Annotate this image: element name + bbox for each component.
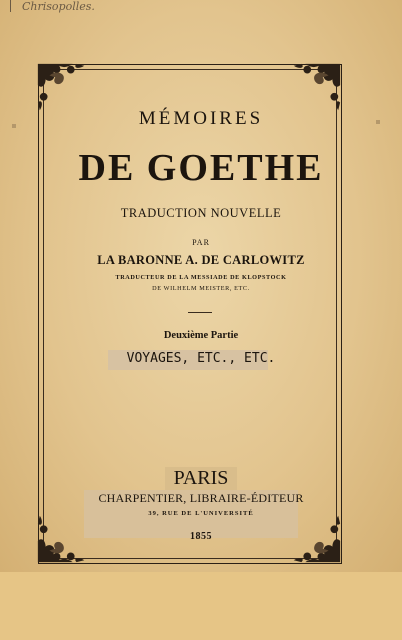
author-credit-2: DE WILHELM MEISTER, ETC.: [152, 285, 250, 292]
imprint-year: 1855: [190, 531, 212, 542]
part-subtitle: VOYAGES, ETC., ETC.: [126, 351, 276, 366]
handwritten-note: Chrisopolles.: [22, 0, 95, 13]
part-label: Deuxième Partie: [163, 330, 239, 341]
title-line-1: MÉMOIRES: [138, 108, 264, 129]
paper-spot: [12, 124, 16, 128]
scan-margin: [0, 572, 402, 640]
author-name: LA BARONNE A. DE CARLOWITZ: [97, 253, 305, 267]
imprint-city: PARIS: [173, 467, 229, 489]
by-label: PAR: [192, 238, 210, 247]
imprint-publisher: CHARPENTIER, LIBRAIRE-ÉDITEUR: [98, 491, 304, 505]
imprint-address: 39, RUE DE L'UNIVERSITÉ: [148, 510, 254, 517]
divider-rule: [188, 312, 212, 313]
author-credit-1: TRADUCTEUR DE LA MESSIADE DE KLOPSTOCK: [115, 274, 287, 281]
paper-spot: [376, 120, 380, 124]
title-line-2: DE GOETHE: [78, 147, 324, 189]
translation-note: TRADUCTION NOUVELLE: [120, 206, 282, 220]
handwritten-mark: [10, 0, 11, 12]
